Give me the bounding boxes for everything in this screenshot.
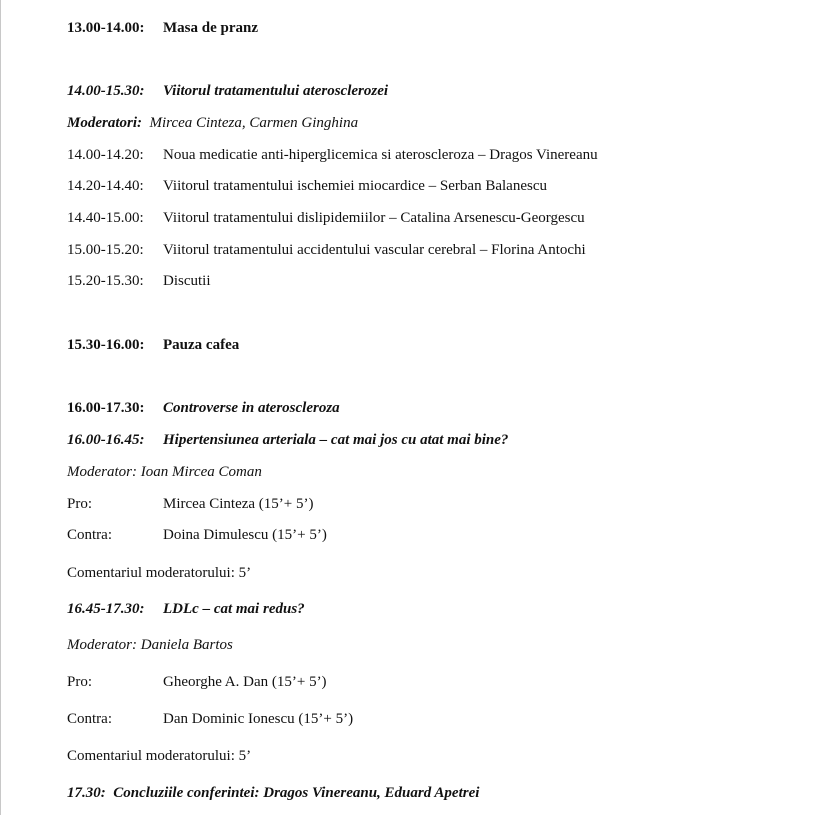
debate2-moderator: Moderator: Daniela Bartos — [67, 637, 233, 653]
speaker: Dan Dominic Ionescu (15’+ 5’) — [163, 711, 354, 727]
label: Pro: — [67, 496, 93, 512]
debate2-pro — [67, 672, 327, 692]
time: 15.30-16.00: — [67, 337, 145, 353]
time: 14.20-14.40: — [67, 178, 144, 194]
title: Viitorul tratamentului dislipidemiilor – Catalina Arsenescu-Georgescu — [163, 210, 585, 226]
label: Pro: — [67, 674, 93, 690]
title: Noua medicatie anti-hiperglicemica si ateroscleroza – Dragos Vinereanu — [163, 147, 598, 163]
page-edge — [0, 0, 1, 815]
title: Pauza cafea — [163, 337, 240, 353]
debate2-heading — [67, 599, 305, 619]
lunch-row — [67, 18, 258, 38]
talk-row — [67, 271, 211, 291]
talk-row — [67, 176, 547, 196]
time: 14.00-15.30: — [67, 83, 145, 99]
time: 16.00-16.45: — [67, 432, 145, 448]
talk-row — [67, 240, 586, 260]
time: 14.40-15.00: — [67, 210, 144, 226]
time: 15.20-15.30: — [67, 273, 144, 289]
title: Controverse in ateroscleroza — [163, 400, 340, 416]
speaker: Gheorghe A. Dan (15’+ 5’) — [163, 674, 327, 690]
title: Viitorul tratamentului aterosclerozei — [163, 83, 389, 99]
debate1-pro — [67, 494, 313, 514]
debate2-contra — [67, 709, 353, 729]
title: LDLc – cat mai redus? — [163, 601, 305, 617]
title: Concluziile conferintei: Dragos Vinereanu, Eduard Apetrei — [113, 785, 480, 801]
moderators: Mircea Cinteza, Carmen Ginghina — [149, 115, 359, 131]
debate1-comment: Comentariul moderatorului: 5’ — [67, 565, 252, 581]
debate1-contra — [67, 525, 327, 545]
time: 16.00-17.30: — [67, 400, 145, 416]
title: Masa de pranz — [163, 20, 258, 36]
conclusion-row — [67, 783, 479, 803]
time: 13.00-14.00: — [67, 20, 145, 36]
title: Discutii — [163, 273, 211, 289]
label: Contra: — [67, 527, 112, 543]
debate2-comment: Comentariul moderatorului: 5’ — [67, 748, 252, 764]
debate1-heading — [67, 430, 508, 450]
session1-heading — [67, 81, 388, 101]
title: Viitorul tratamentului accidentului vascular cerebral – Florina Antochi — [163, 242, 586, 258]
talk-row — [67, 208, 585, 228]
title: Hipertensiunea arteriala – cat mai jos cu atat mai bine? — [163, 432, 509, 448]
time: 16.45-17.30: — [67, 601, 145, 617]
speaker: Mircea Cinteza (15’+ 5’) — [163, 496, 314, 512]
session1-moderators — [67, 113, 358, 133]
label: Contra: — [67, 711, 112, 727]
speaker: Doina Dimulescu (15’+ 5’) — [163, 527, 327, 543]
coffee-row — [67, 335, 239, 355]
talk-row — [67, 145, 598, 165]
time: 14.00-14.20: — [67, 147, 144, 163]
debate1-moderator: Moderator: Ioan Mircea Coman — [67, 464, 262, 480]
title: Viitorul tratamentului ischemiei miocardice – Serban Balanescu — [163, 178, 547, 194]
label: Moderatori: — [67, 115, 142, 131]
session2-heading — [67, 398, 340, 418]
time: 17.30: — [67, 785, 106, 801]
time: 15.00-15.20: — [67, 242, 144, 258]
